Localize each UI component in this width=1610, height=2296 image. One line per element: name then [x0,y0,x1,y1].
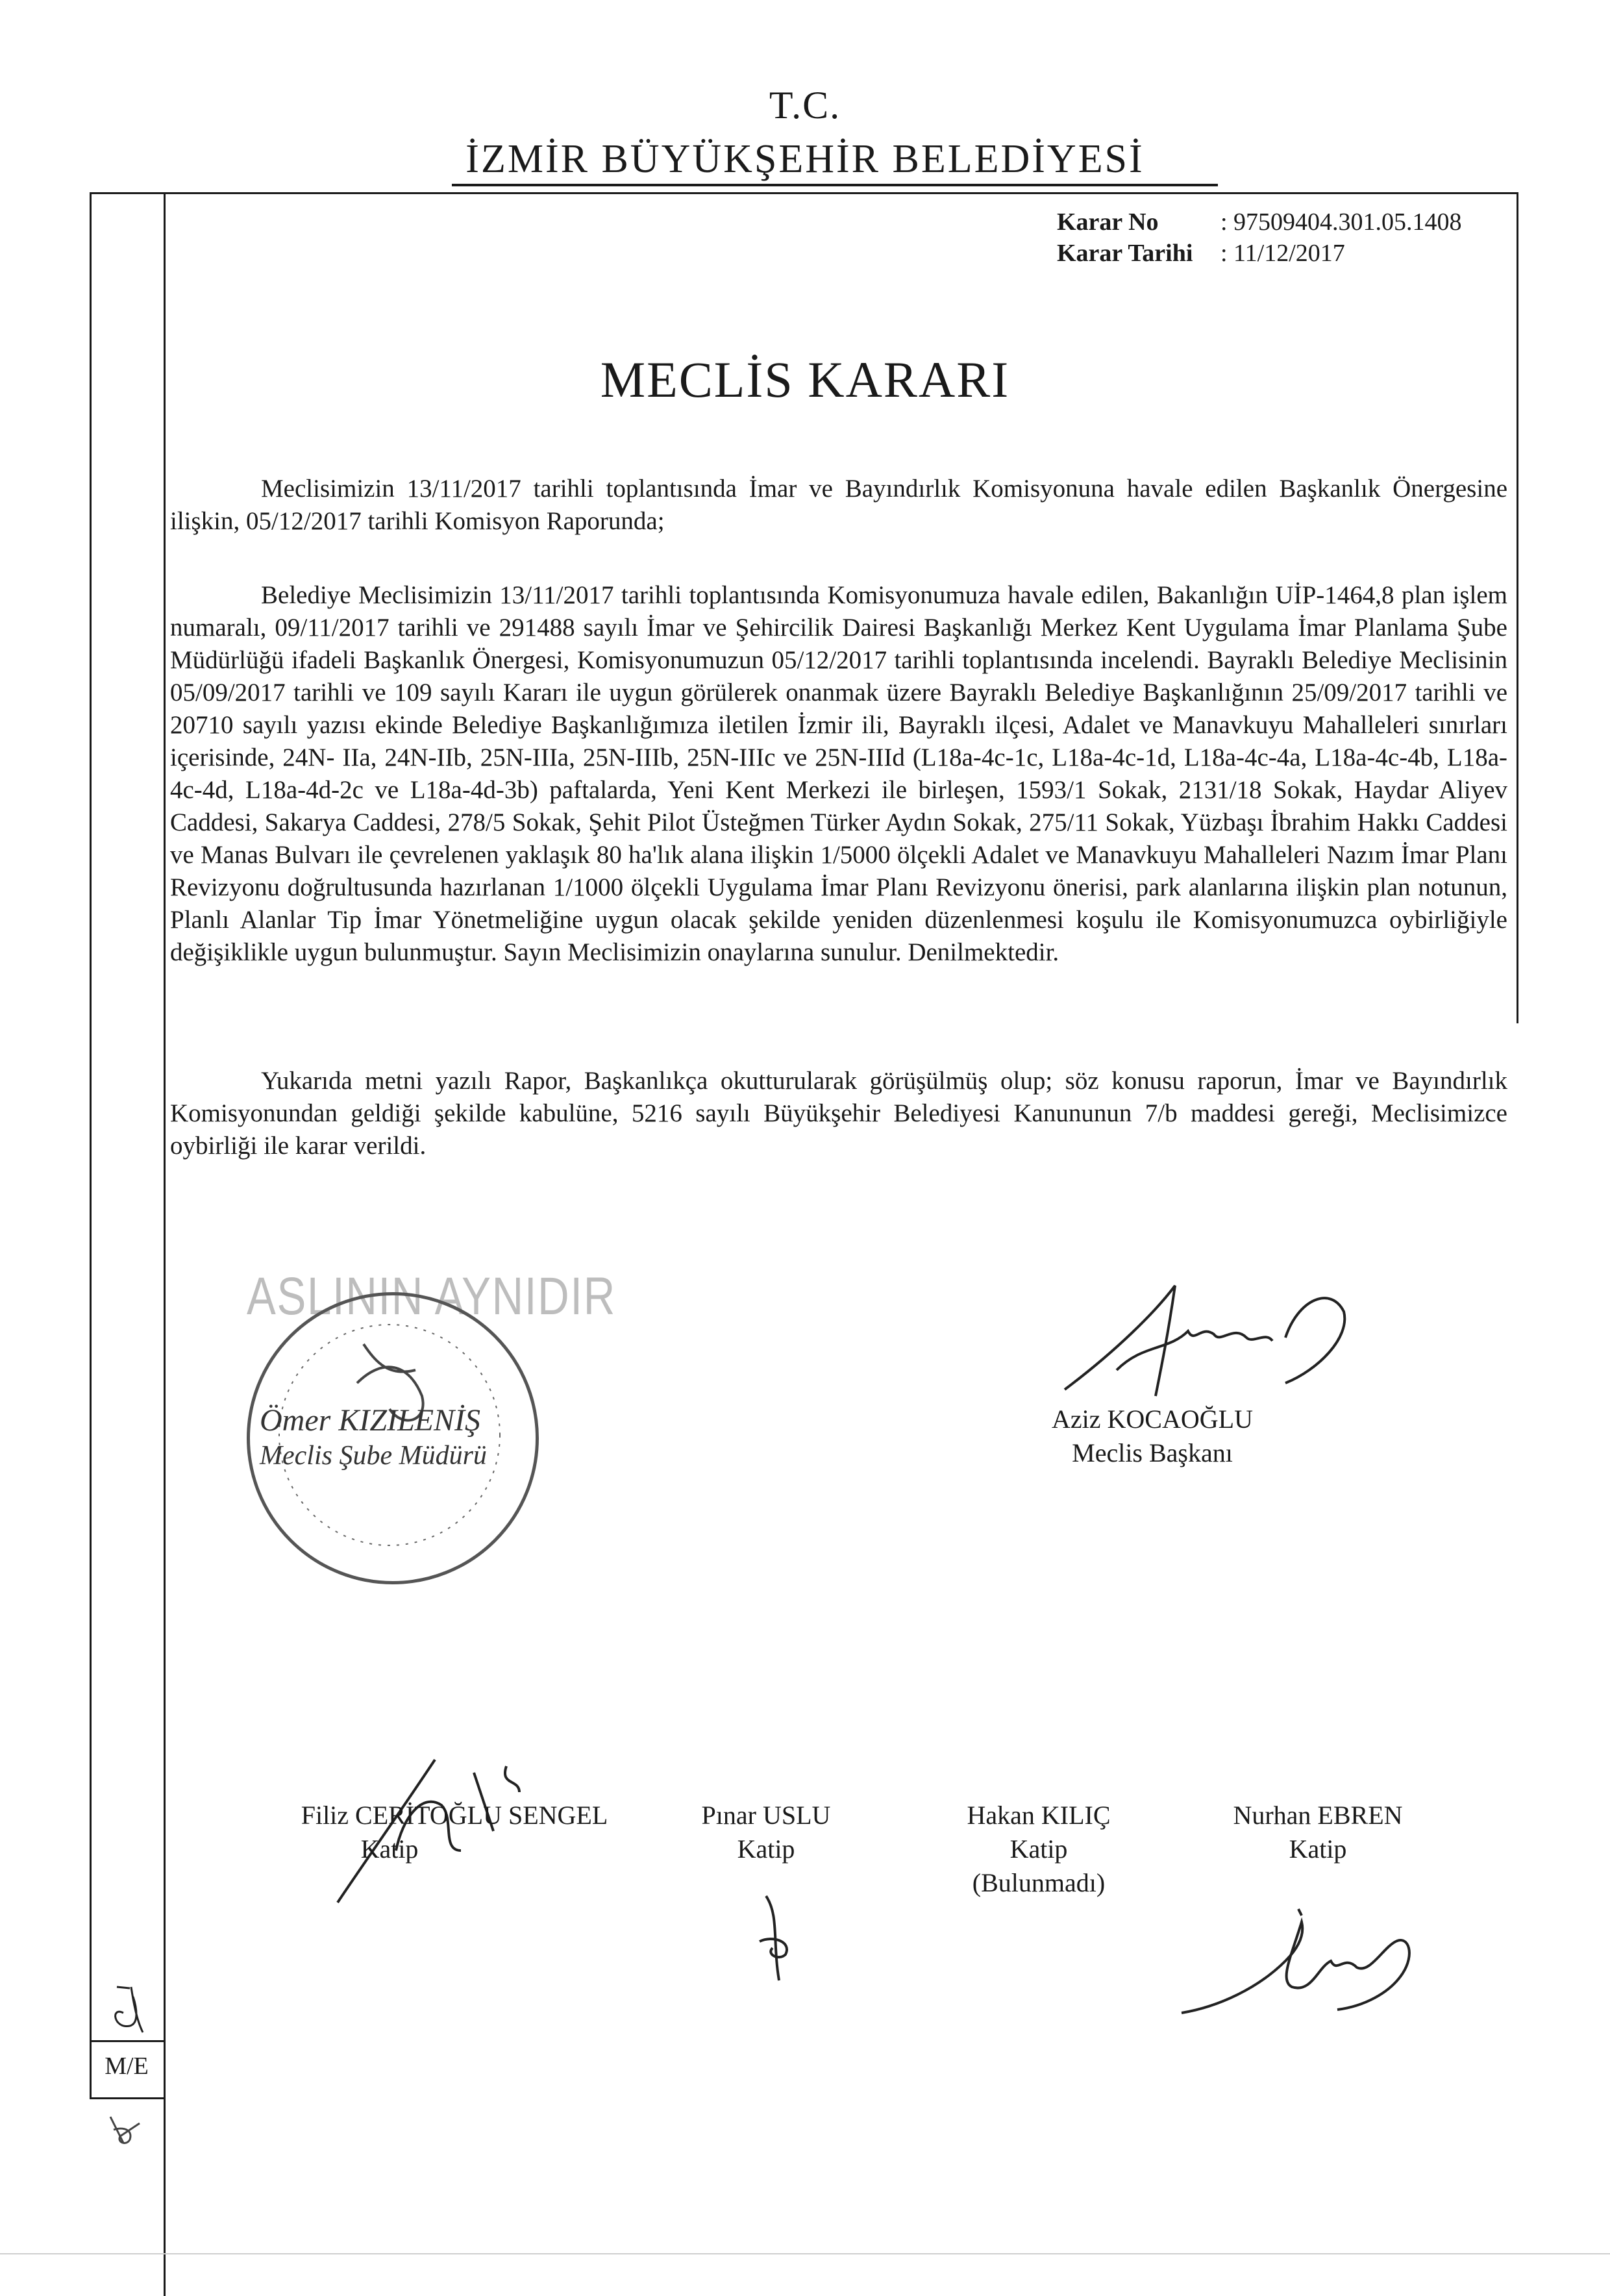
frame-outer-left-line [90,192,92,2097]
aslinin-aynidir-stamp: ASLININ AYNIDIR [247,1267,616,1326]
chairman-signature [1039,1273,1363,1416]
karar-tarihi-value: : 11/12/2017 [1220,240,1345,267]
margin-divider-top [90,2040,166,2042]
paragraph-3: Yukarıda metni yazılı Rapor, Başkanlıkça okutturularak görüşülmüş olup; söz konusu raporun, İmar ve Bayındırlık Komisyonundan geldiği şekilde kabulüne, 5216 sayılı Büyükşehir Belediyesi Kanununun 7/b maddesi gereği, Meclisimizce oybirliği ile karar verildi. [170,1067,1507,1160]
signatory-2-signature [747,1883,811,1987]
signatory-2-title: Katip [737,1834,795,1864]
signatory-4-signature [1169,1896,1454,2026]
paragraph-2: Belediye Meclisimizin 13/11/2017 tarihli toplantısında Komisyonumuza havale edilen, Bakanlığın UİP-1464,8 plan işlem numaralı, 09/11/2017 tarihli ve 291488 sayılı İmar ve Şehircilik Dairesi Başkanlığı Merkez Kent Uygulama İmar Planlama Şube Müdürlüğü ifadeli Başkanlık Önergesi, Komisyonumuzun 05/12/2017 tarihli toplantısında incelendi. Bayraklı Belediye Meclisinin 05/09/2017 tarihli ve 109 sayılı Kararı ile uygun görülerek onanmak üzere Bayraklı Belediye Başkanlığının 25/09/2017 tarihli ve 20710 sayılı yazısı ekinde Belediye Başkanlığımıza iletilen İzmir ili, Bayraklı ilçesi, Adalet ve Manavkuyu Mahalleleri sınırları içerisinde, 24N- IIa, 24N-IIb, 25N-IIIa, 25N-IIIb, 25N-IIIc ve 25N-IIId (L18a-4c-1c, L18a-4c-1d, L18a-4c-4a, L18a-4c-4b, L18a-4c-4d, L18a-4d-2c ve L18a-4d-3b) paftalarda, Yeni Kent Merkezi ile birleşen, 1593/1 Sokak, 2131/18 Sokak, Haydar Aliyev Caddesi, Sakarya Caddesi, 278/5 Sokak, Şehit Pilot Üsteğmen Türker Aydın Sokak, 275/11 Sokak, Yüzbaşı İbrahim Hakkı Caddesi ve Manas Bulvarı ile çevrelenen yaklaşık 80 ha'lık alana ilişkin 1/5000 ölçekli Adalet ve Manavkuyu Mahalleleri Nazım İmar Planı Revizyonu doğrultusunda hazırlanan 1/1000 ölçekli Uygulama İmar Planı Revizyonu önerisi, park alanlarına ilişkin plan notunun, Planlı Alanlar Tip İmar Yönetmeliğine uygun olacak şekilde yeniden düzenlenmesi koşulu ile Komisyonumuzca oybirliğiyle değişiklikle uygun bulunmuştur. Sayın Meclisimizin onaylarına sunulur. Denilmektedir. [170,581,1507,966]
signatory-2-name: Pınar USLU [701,1801,831,1830]
karar-no-label: Karar No [1057,208,1159,236]
signatory-4-title: Katip [1289,1834,1347,1864]
frame-right-line [1517,192,1518,1023]
document-title: MECLİS KARARI [600,351,1010,408]
frame-top-line [90,192,1518,194]
chairman-name: Aziz KOCAOĞLU [1052,1404,1253,1434]
signatory-3-absence-note: (Bulunmadı) [972,1868,1106,1897]
karar-tarihi-row [1057,239,1345,268]
paragraph-1: Meclisimizin 13/11/2017 tarihli toplantısında İmar ve Bayındırlık Komisyonuna havale edilen Başkanlık Önergesine ilişkin, 05/12/2017 tarihli Komisyon Raporunda; [170,475,1507,535]
margin-initial-signature [104,1974,162,2039]
margin-divider-bottom [90,2097,166,2099]
signatory-1-name: Filiz CERİTOĞLU SENGEL [301,1801,608,1830]
header-tc: T.C. [769,84,841,127]
stamp-official-name: Ömer KIZILENİŞ [260,1403,481,1438]
header-organization: İZMİR BÜYÜKŞEHİR BELEDİYESİ [465,137,1145,181]
header-underline [452,184,1218,186]
stamp-official-title: Meclis Şube Müdürü [260,1441,487,1471]
signatory-3-name: Hakan KILIÇ [967,1801,1111,1830]
page-bottom-edge [0,2253,1610,2254]
chairman-title: Meclis Başkanı [1072,1438,1233,1467]
margin-me-label: M/E [105,2053,149,2080]
karar-tarihi-label: Karar Tarihi [1057,240,1193,267]
karar-no-row [1057,208,1462,236]
margin-bottom-mark [104,2110,156,2149]
signatory-1-title: Katip [360,1834,419,1864]
signatory-3-title: Katip [1009,1834,1068,1864]
frame-inner-left-line [164,192,166,2296]
karar-no-value: : 97509404.301.05.1408 [1220,208,1462,236]
signatory-4-name: Nurhan EBREN [1233,1801,1403,1830]
